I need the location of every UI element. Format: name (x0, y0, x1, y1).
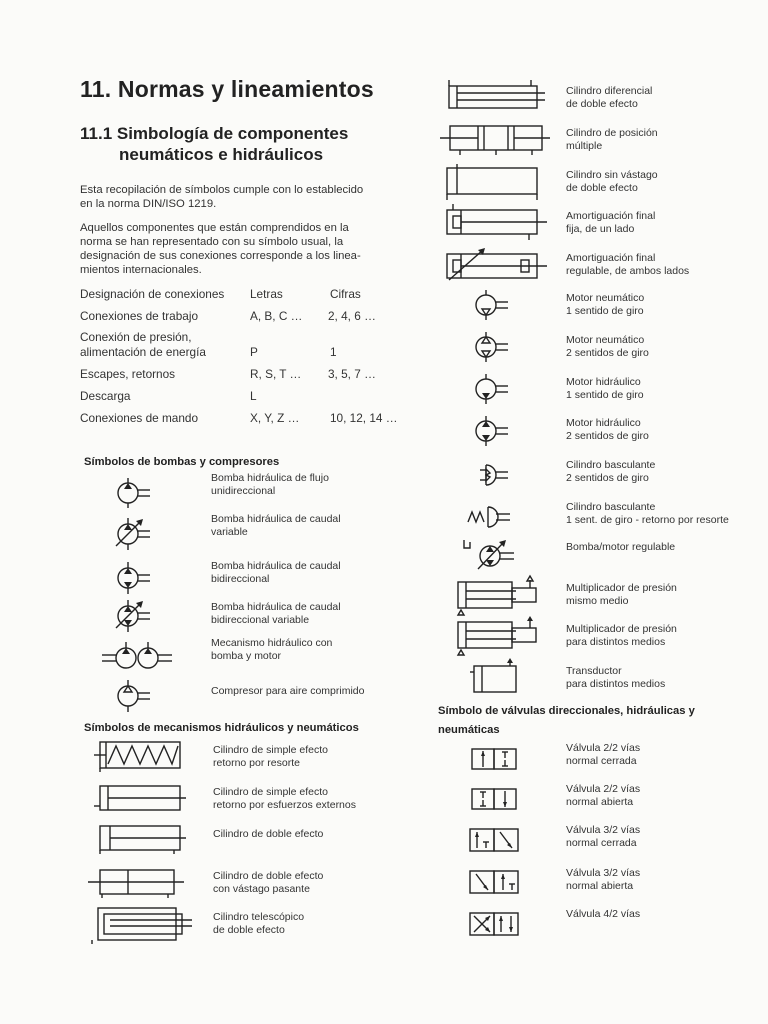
pump-label: Mecanismo hidráulico con bomba y motor (211, 637, 333, 662)
right-item-label: Cilindro basculante 1 sent. de giro - retorno por resorte (566, 501, 729, 526)
pumps-heading: Símbolos de bombas y compresores (84, 456, 280, 468)
intro-paragraph-1 (80, 183, 400, 211)
right-item-label: Motor neumático 1 sentido de giro (566, 292, 645, 317)
valves-heading: Símbolo de válvulas direccionales, hidráulicas y neumáticas (438, 705, 695, 736)
table-cell: Descarga (80, 389, 131, 403)
valve-label: Válvula 3/2 vías normal cerrada (566, 824, 641, 849)
table-cell: X, Y, Z … (250, 411, 300, 425)
pump-label: Compresor para aire comprimido (211, 685, 365, 697)
valve-3-2-open-icon (468, 868, 522, 898)
right-item-label: Multiplicador de presión mismo medio (566, 582, 677, 607)
right-item-label: Cilindro sin vástago de doble efecto (566, 169, 658, 194)
mechanism-label: Cilindro de simple efecto retorno por resorte (213, 744, 328, 769)
valve-label: Válvula 2/2 vías normal cerrada (566, 742, 641, 767)
right-item-label: Motor hidráulico 1 sentido de giro (566, 376, 644, 401)
right-item-label: Amortiguación final fija, de un lado (566, 210, 656, 235)
subtitle-line-2: neumáticos e hidráulicos (119, 145, 324, 164)
valve-3-2-closed-icon (468, 826, 522, 856)
pump-bidirectional-icon (112, 562, 162, 594)
single-acting-external-cylinder-icon (94, 782, 190, 814)
mechanism-label: Cilindro de doble efecto con vástago pasante (213, 870, 324, 895)
compressor-icon (112, 680, 162, 712)
pump-label: Bomba hidráulica de caudal variable (211, 513, 341, 538)
right-item-label: Bomba/motor regulable (566, 541, 676, 553)
table-cell: R, S, T … (250, 367, 302, 381)
rodless-cylinder-icon (443, 164, 547, 202)
rotary-actuator-two-way-icon (472, 460, 518, 490)
pump-motor-icon (102, 642, 176, 674)
mechanism-label: Cilindro de doble efecto (213, 828, 324, 840)
pneumatic-motor-one-way-icon (472, 290, 518, 320)
intro-paragraph-2 (80, 221, 400, 277)
right-item-label: Cilindro basculante 2 sentidos de giro (566, 459, 656, 484)
fixed-cushion-cylinder-icon (443, 204, 551, 240)
right-item-label: Cilindro de posición múltiple (566, 127, 658, 152)
single-acting-spring-cylinder-icon (94, 740, 190, 772)
pump-label: Bomba hidráulica de caudal bidireccional (211, 560, 341, 585)
valve-2-2-open-icon (470, 786, 520, 814)
valve-label: Válvula 2/2 vías normal abierta (566, 783, 641, 808)
pressure-intensifier-different-icon (454, 616, 550, 658)
column-header: Cifras (330, 287, 361, 301)
pump-unidirectional-icon (112, 478, 162, 508)
adjustable-pump-motor-icon (462, 536, 522, 572)
adjustable-cushion-cylinder-icon (443, 246, 551, 284)
valve-4-2-icon (468, 910, 522, 940)
pump-variable-icon (112, 518, 162, 550)
rotary-actuator-spring-icon (466, 502, 518, 532)
differential-cylinder-icon (445, 80, 551, 114)
intro-p2-line: Aquellos componentes que están comprendidos en la (80, 222, 349, 234)
pump-bidirectional-variable-icon (112, 600, 162, 632)
pump-label: Bomba hidráulica de caudal bidireccional variable (211, 601, 341, 626)
intro-p2-line: norma se han representado con su símbolo usual, la (80, 236, 344, 248)
pneumatic-motor-two-way-icon (472, 332, 518, 362)
right-item-label: Motor hidráulico 2 sentidos de giro (566, 417, 649, 442)
right-item-label: Motor neumático 2 sentidos de giro (566, 334, 649, 359)
right-item-label: Cilindro diferencial de doble efecto (566, 85, 653, 110)
page-title: 11. Normas y lineamientos (80, 76, 374, 102)
intro-p1-line: en la norma DIN/ISO 1219. (80, 198, 217, 210)
mechanisms-heading: Símbolos de mecanismos hidráulicos y neumáticos (84, 722, 359, 734)
hydraulic-motor-one-way-icon (472, 374, 518, 404)
valve-2-2-closed-icon (470, 746, 520, 774)
column-header: Letras (250, 287, 283, 301)
section-subtitle (80, 123, 348, 165)
mechanism-label: Cilindro telescópico de doble efecto (213, 911, 305, 936)
intro-p1-line: Esta recopilación de símbolos cumple con lo establecido (80, 184, 364, 196)
table-cell: Conexiones de mando (80, 411, 199, 425)
table-cell: P (250, 345, 258, 359)
pump-label: Bomba hidráulica de flujo unidireccional (211, 472, 329, 497)
mechanism-label: Cilindro de simple efecto retorno por esfuerzos externos (213, 786, 356, 811)
table-cell: L (250, 389, 257, 403)
right-item-label: Amortiguación final regulable, de ambos lados (566, 252, 690, 277)
right-item-label: Multiplicador de presión para distintos medios (566, 623, 677, 648)
transducer-icon (470, 658, 530, 698)
telescopic-cylinder-icon (92, 906, 196, 946)
valve-label: Válvula 3/2 vías normal abierta (566, 867, 641, 892)
through-rod-cylinder-icon (88, 866, 190, 898)
table-cell: Conexión de presión, alimentación de energía (80, 330, 206, 359)
intro-p2-line: mientos internacionales. (80, 264, 202, 276)
table-cell: 3, 5, 7 … (328, 367, 376, 381)
table-cell: A, B, C … (250, 309, 303, 323)
intro-p2-line: designación de sus conexiones corresponde a los linea- (80, 250, 361, 262)
subtitle-line-1: 11.1 Simbología de componentes (80, 124, 349, 143)
table-cell: Escapes, retornos (80, 367, 176, 381)
table-cell: Conexiones de trabajo (80, 309, 199, 323)
column-header: Designación de conexiones (80, 287, 225, 301)
table-cell: 10, 12, 14 … (330, 411, 398, 425)
table-cell: 1 (330, 345, 337, 359)
table-cell: 2, 4, 6 … (328, 309, 376, 323)
valve-label: Válvula 4/2 vías (566, 908, 641, 920)
hydraulic-motor-two-way-icon (472, 416, 518, 446)
pressure-intensifier-same-icon (454, 576, 550, 616)
multi-position-cylinder-icon (440, 122, 552, 156)
double-acting-cylinder-icon (94, 822, 190, 854)
right-item-label: Transductor para distintos medios (566, 665, 666, 690)
